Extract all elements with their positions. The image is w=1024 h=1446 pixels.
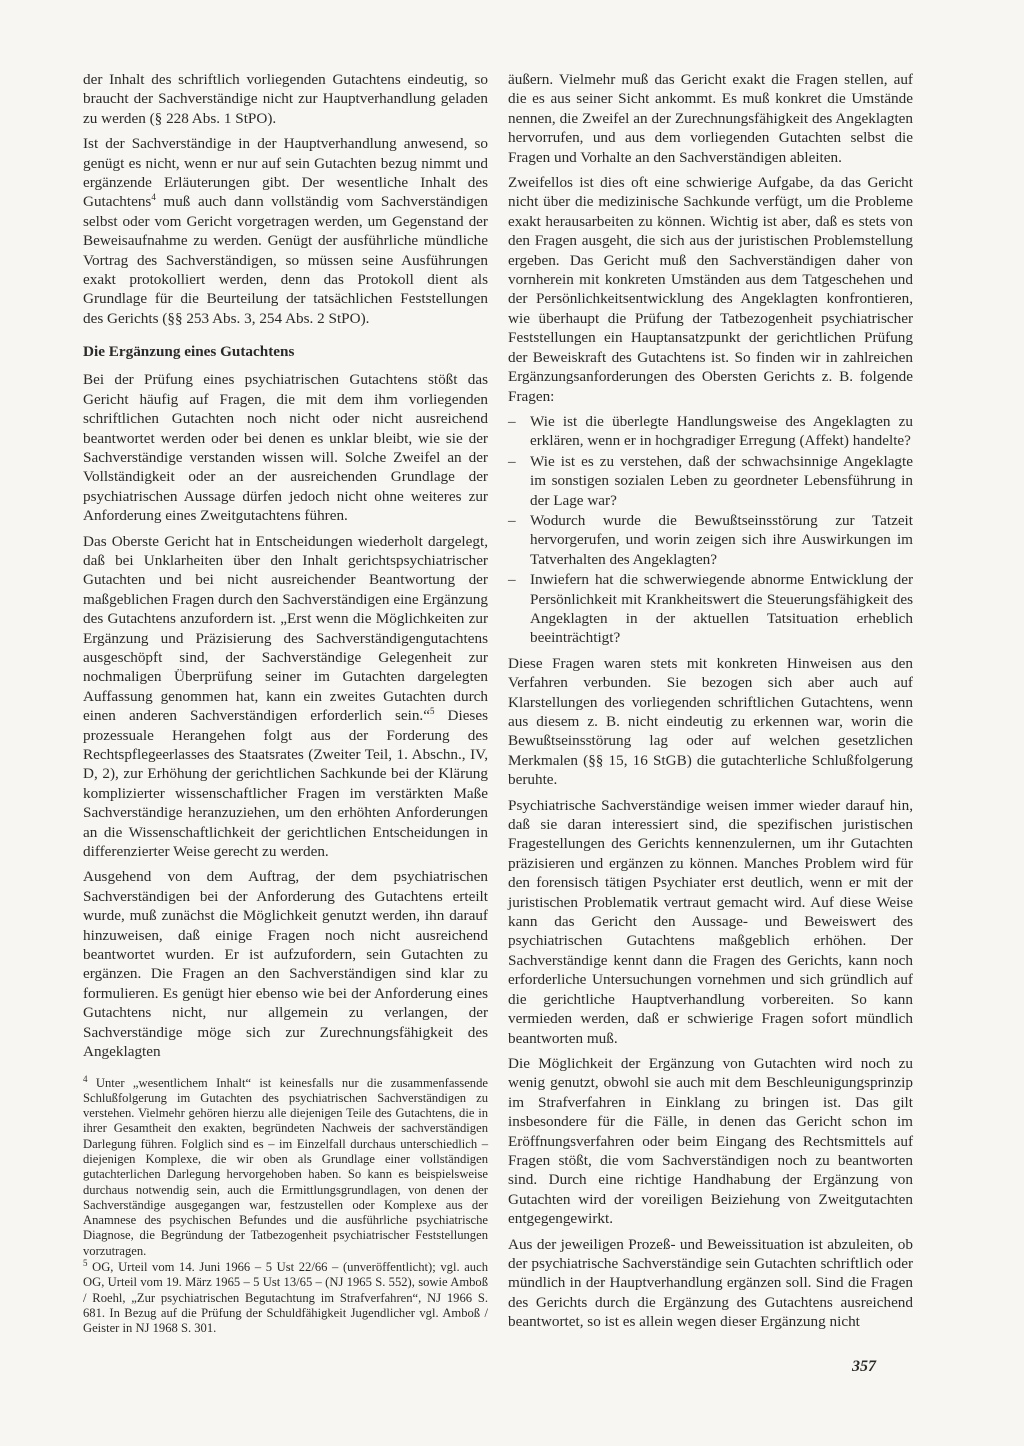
paragraph [83,134,488,328]
dash-marker: – [508,511,516,529]
paragraph: der Inhalt des schriftlich vorliegenden Gutachtens eindeutig, so braucht der Sachverständige nicht zur Hauptverhandlung geladen zu werden (§ 228 Abs. 1 StPO). [83,71,488,127]
footnote-text: OG, Urteil vom 14. Juni 1966 – 5 Ust 22/66 – (unveröffentlicht); vgl. auch OG, Urteil vom 19. März 1965 – 5 Ust 13/65 – (NJ 1965 S. 552), sowie Amboß / Roehl, „Zur psychiatrischen Begutachtung im Strafverfahren“, NJ 1966 S. 681. In Bezug auf die Prüfung der Schuldfähigkeit Jugendlicher vgl. Amboß / Geister in NJ 1968 S. 301. [83,1260,488,1336]
footnote [83,1073,488,1260]
list-item [508,570,913,648]
list-item-text: Wie ist die überlegte Handlungsweise des Angeklagten zu erklären, wenn er in hochgradiger Erregung (Affekt) handelte? [530,412,913,450]
section-heading: Die Ergänzung eines Gutachtens [83,343,295,361]
footnote-text: Unter „wesentlichem Inhalt“ ist keinesfalls nur die zusammenfassende Schlußfolgerung im Gutachten des psychiatrischen Sachverständigen zu verstehen. Vielmehr gehören hierzu alle diejenigen Teile des Gutachtens, die in ihrer Gesamtheit den exakten, begründeten Nachweis der sachverständigen Darlegung führen. Folglich sind es – im Einzelfall durchaus unterschiedlich – diejenigen Komplexe, die wir oben als Grundlage einer vollständigen gutachterlichen Darlegung hervorgehoben haben. So kann es beispielsweise durchaus notwendig sein, auch die Ermittlungsgrundlagen, von denen der Sachverständige ausgegangen war, festzustellen oder Komplexe aus der Anamnese des psychischen Befundes und die ausführliche psychiatrische Diagnose, die Begründung der Tatbezogenheit psychiatrischer Feststellungen vorzutragen. [83,1075,488,1258]
paragraph: Ausgehend von dem Auftrag, der dem psychiatrischen Sachverständigen bei der Anforderung des Gutachtens erteilt wurde, muß zunächst die Möglichkeit genutzt werden, ihn darauf hinzuweisen, daß einige Fragen noch nicht ausreichend beantwortet wurden. Er ist aufzufordern, sein Gutachten zu ergänzen. Die Fragen an den Sachverständigen sind klar zu formulieren. Es genügt hier ebenso wie bei der Anforderung eines Gutachtens nicht, nur allgemein zu verlangen, der Sachverständige möge sich zur Zurechnungsfähigkeit des Angeklagten [83,868,488,1061]
paragraph: Psychiatrische Sachverständige weisen immer wieder darauf hin, daß sie daran interessiert sind, die spezifischen juristischen Fragestellungen des Gerichts kennenzulernen, um ihr Gutachten präzisieren und ergänzen zu können. Manches Problem wird für den forensisch tätigen Psychiater erst deutlich, wenn er mit der juristischen Problematik vertraut gemacht wird. Auf diese Weise kann das Gericht den Aussage- und Beweiswert des psychiatrischen Gutachtens maßgeblich erhöhen. Der Sachverständige kennt dann die Fragen des Gerichts, kann noch erforderliche Untersuchungen vornehmen und sich gründlich auf die gerichtliche Hauptverhandlung vorbereiten. So kann vermieden werden, daß er schwierige Fragen sofort mündlich beantworten muß. [508,796,913,1047]
footnotes [83,1073,488,1337]
list-item-text: Wie ist es zu verstehen, daß der schwachsinnige Angeklagte im sonstigen sozialen Leben zu geordneter Lebensführung in der Lage war? [530,452,913,509]
paragraph: Aus der jeweiligen Prozeß- und Beweissituation ist abzuleiten, ob der psychiatrische Sachverständige sein Gutachten schriftlich oder mündlich in der Hauptverhandlung ergänzen soll. Sind die Fragen des Gerichts durch die Ergänzung des Gutachtens ausreichend beantwortet, so ist es allein wegen dieser Ergänzung nicht [508,1235,913,1331]
dash-marker: – [508,452,516,470]
paragraph [83,532,488,862]
footnote-mark: 4 [83,1073,88,1084]
page-number: 357 [852,1358,876,1375]
paragraph-text: muß auch dann vollständig vom Sachverständigen selbst oder vom Gericht vorgetragen werden, um Gegenstand der Beweisaufnahme zu werden. Genügt der ausführliche mündliche Vortrag des Sachverständigen, so müssen seine Ausführungen exakt protokolliert werden, denn das Protokoll dient als Grundlage für die Beurteilung der tatsächlichen Feststellungen des Gerichts (§§ 253 Abs. 3, 254 Abs. 2 StPO). [83,193,488,327]
paragraph: Bei der Prüfung eines psychiatrischen Gutachtens stößt das Gericht häufig auf Fragen, die mit dem ihm vorliegenden schriftlichen Gutachten noch nicht oder nicht ausreichend beantwortet werden oder bei denen es unklar bleibt, wie sie der Sachverständige verstanden wissen will. Solche Zweifel an der Vollständigkeit oder an der ausreichenden Grundlage der psychiatrischen Aussage dürfen jedoch nicht ohne weiteres zur Anforderung eines Zweitgutachtens führen. [83,371,488,525]
footnote [83,1257,488,1336]
paragraph-text: Das Oberste Gericht hat in Entscheidungen wiederholt dargelegt, daß bei Unklarheiten über den Inhalt gerichtspsychiatrischer Gutachten und bei nicht ausreichender Beantwortung der maßgeblichen Fragen durch den Sachverständigen eine Ergänzung des Gutachtens anzufordern ist. „Erst wenn die Möglichkeiten zur Ergänzung und Präzisierung des Sachverständigengutachtens ausgeschöpft sind, der Sachverständige Gelegenheit zur nochmaligen Überprüfung seiner im Gutachten dargelegten Auffassung genommen hat, kann ein zweites Gutachten durch einen anderen Sachverständigen erforderlich sein.“ [83,532,488,725]
dash-marker: – [508,571,516,589]
list-item [508,511,913,569]
paragraph: äußern. Vielmehr muß das Gericht exakt die Fragen stellen, auf die es aus seiner Sicht ankommt. Es muß konkret die Umstände nennen, die Zweifel an der Zurechnungsfähigkeit des Angeklagten hervorrufen, und aus dem vorliegenden Gutachten selbst die Fragen und Vorhalte an den Sachverständigen ableiten. [508,71,913,166]
list-item-text: Wodurch wurde die Bewußtseinsstörung zur Tatzeit hervorgerufen, und worin zeigen sich ihre Auswirkungen im Tatverhalten des Angeklagten? [530,511,913,568]
right-column [508,70,913,1338]
left-column [83,70,488,1338]
question-list [508,412,913,648]
paragraph: Zweifellos ist dies oft eine schwierige Aufgabe, da das Gericht nicht über die medizinische Sachkunde verfügt, um die Probleme exakt herausarbeiten zu können. Wichtig ist aber, daß es stets von den Fragen ausgeht, die sich aus der juristischen Problemstellung ergeben. Das Gericht muß den Sachverständigen daher von vornherein mit konkreten Umständen aus dem Tatgeschehen und der Persönlichkeitsentwicklung des Angeklagten konfrontieren, wie überhaupt die Prüfung der Tatbezogenheit psychiatrischer Feststellungen ein Hauptansatzpunkt der gerichtlichen Prüfung der Beweiskraft des Gutachtens ist. So finden wir in zahlreichen Ergänzungsanforderungen des Obersten Gerichts z. B. folgende Fragen: [508,174,913,405]
list-item-text: Inwiefern hat die schwerwiegende abnorme Entwicklung der Persönlichkeit mit Krankheitswert die Steuerungsfähigkeit des Angeklagten in der aktuellen Tatsituation erheblich beeinträchtigt? [530,571,913,647]
list-item [508,412,913,451]
paragraph: Diese Fragen waren stets mit konkreten Hinweisen aus den Verfahren verbunden. Sie bezogen sich aber auch auf Klarstellungen des vorliegenden schriftlichen Gutachtens, wenn aus diesem z. B. nicht eindeutig zu erkennen war, worin die Bewußtseinsstörung lag oder auf welchen gesetzlichen Merkmalen (§§ 15, 16 StGB) die gutachterliche Schlußfolgerung beruhte. [508,654,913,789]
paragraph: Die Möglichkeit der Ergänzung von Gutachten wird noch zu wenig genutzt, obwohl sie auch mit dem Beschleunigungsprinzip im Strafverfahren in Einklang zu bringen ist. Das gilt insbesondere für die Fälle, in denen das Gericht schon im Eröffnungsverfahren oder beim Eingang des Rechtsmittels auf Fragen stößt, die vom Sachverständigen noch zu beantworten sind. Durch eine richtige Handhabung der Ergänzung von Gutachten wird der voreiligen Beiziehung von Zweitgutachten entgegengewirkt. [508,1054,913,1228]
paragraph-text: Ist der Sachverständige in der Hauptverhandlung anwesend, so genügt es nicht, wenn er nur auf sein Gutachten bezug nimmt und ergänzende Erläuterungen gibt. Der wesentliche Inhalt des Gutachtens [83,135,488,211]
dash-marker: – [508,412,516,430]
list-item [508,452,913,510]
footnote-ref: 5 [429,706,435,717]
footnote-ref: 4 [151,192,156,203]
paragraph-text: Dieses prozessuale Herangehen folgt aus der Forderung des Rechtspflegeerlasses des Staatsrates (Zweiter Teil, 1. Abschn., IV, D, 2), zur Erhöhung der gerichtlichen Sachkunde bei der Klärung komplizierter wissenschaftlicher Fragen im verstärkten Maße Sachverständige heranzuziehen, um den erhöhten Anforderungen an die Wissenschaftlichkeit der gerichtlichen Entscheidungen in differenzierter Weise gerecht zu werden. [83,707,488,861]
footnote-mark: 5 [83,1257,88,1268]
